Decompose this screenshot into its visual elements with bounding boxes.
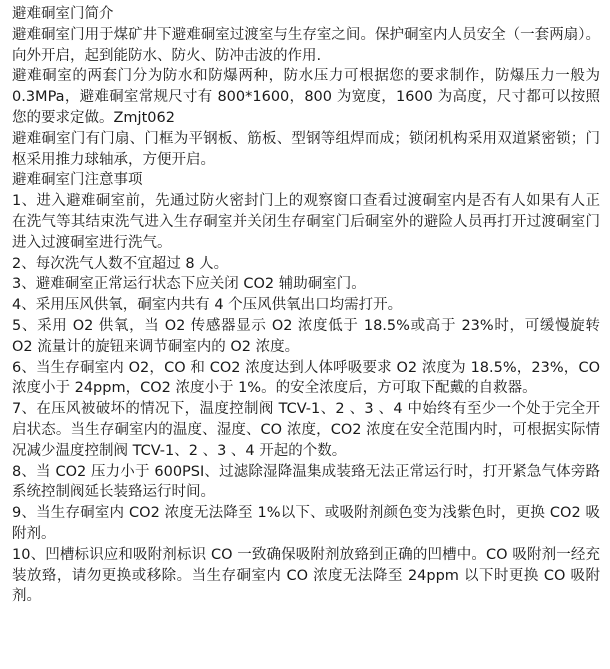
note-item: 9、当生存硐室内 CO2 浓度无法降至 1%以下、或吸附剂颜色变为浅紫色时，更换 CO2 吸附剂。 [12, 505, 600, 542]
intro-paragraph: 避难硐室门用于煤矿井下避难硐室过渡室与生存室之间。保护硐室内人员安全（一套两扇）。向外开启，起到能防水、防火、防冲击波的作用. [12, 26, 600, 64]
note-item: 1、进入避难硐室前，先通过防火密封门上的观察窗口查看过渡硐室内是否有人如果有人正在洗气等其结束洗气进入生存硐室并关闭生存硐室门后硐室外的避险人员再打开过渡硐室门进入过渡硐室进行洗气。 [12, 193, 600, 251]
note-item: 4、采用压风供氧，硐室内共有 4 个压风供氧出口均需打开。 [12, 297, 403, 314]
intro-title: 避难硐室门简介 [12, 6, 114, 22]
note-item: 5、采用 O2 供氧，当 O2 传感器显示 O2 浓度低于 18.5%或高于 23%时，可缓慢旋转 O2 流量计的旋钮来调节硐室内的 O2 浓度。 [12, 317, 600, 355]
note-item: 2、每次洗气人数不宜超过 8 人。 [12, 255, 229, 272]
note-item: 6、当生存硐室内 O2，CO 和 CO2 浓度达到人体呼吸要求 O2 浓度为 18.5%，23%，CO 浓度小于 24ppm，CO2 浓度小于 1%。的安全浓度后，方可取下配戴的自救器。 [12, 359, 600, 397]
intro-paragraph: 避难硐室的两套门分为防水和防爆两种，防水压力可根据您的要求制作，防爆压力一般为 0.3MPa，避难硐室常规尺寸有 800*1600，800 为宽度，1600 为高度，尺寸都可以按照您的要求定做。Zmjt062 [12, 68, 600, 126]
note-item: 7、在压风被破坏的情况下，温度控制阀 TCV-1、2 、3 、4 中始终有至少一个处于完全开启状态。当生存硐室内的温度、湿度、CO 浓度，CO2 浓度在安全范围内时，可根据实际情况减少温度控制阀 TCV-1、2 、3 、4 开起的个数。 [12, 401, 600, 459]
note-item: 8、当 CO2 压力小于 600PSI、过滤除湿降温集成装臵无法正常运行时，打开紧急气体旁路系统控制阀延长装臵运行时间。 [12, 463, 600, 501]
note-item: 10、凹槽标识应和吸附剂标识 CO 一致确保吸附剂放臵到正确的凹槽中。CO 吸附剂一经充装放臵，请勿更换或移除。当生存硐室内 CO 浓度无法降至 24ppm 以下时更换 CO 吸附剂。 [12, 546, 600, 605]
note-item: 3、避难硐室正常运行状态下应关闭 CO2 辅助硐室门。 [12, 276, 366, 293]
notes-title: 避难硐室门注意事项 [12, 172, 143, 189]
intro-paragraph: 避难硐室门有门扇、门框为平钢板、筋板、型钢等组焊而成；锁闭机构采用双道紧密锁；门枢采用推力球轴承，方便开启。 [12, 130, 600, 168]
